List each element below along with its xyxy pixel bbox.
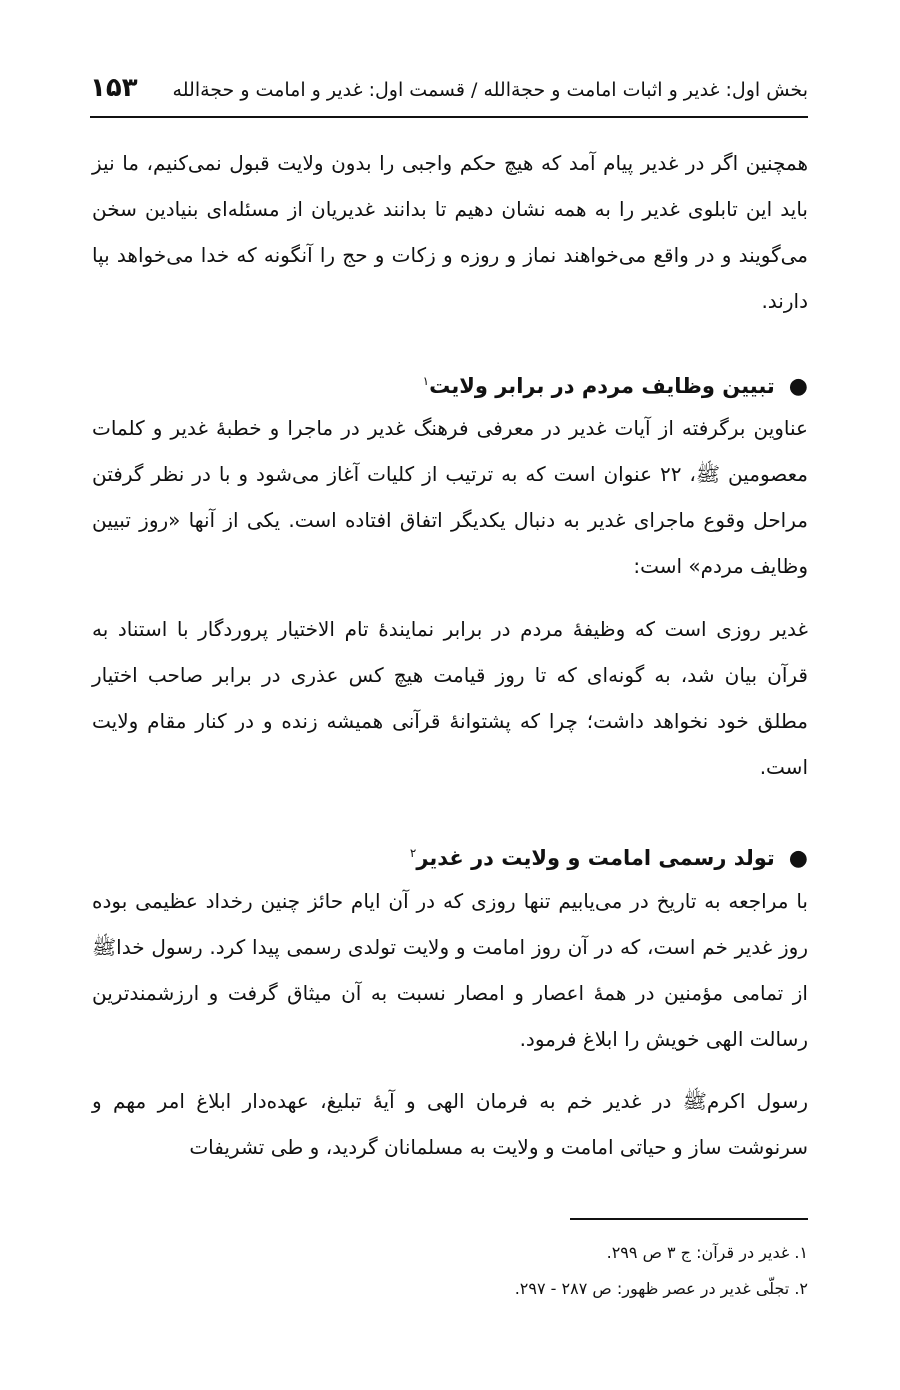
running-header bbox=[90, 72, 808, 112]
footnote-rule bbox=[570, 1218, 808, 1220]
page-number: ۱۵۳ bbox=[90, 73, 138, 103]
bullet-icon: ● bbox=[788, 846, 808, 871]
paragraph-4: با مراجعه به تاریخ در می‌یابیم تنها روزی که در آن ایام حائز چنین رخداد عظیمی بوده روز غدیر خم است، که در آن روز امامت و ولایت تولدی رسمی پیدا کرد. رسول خداﷺ از تمامی مؤمنین در همهٔ اعصار و امصار نسبت به آن میثاق گرفت و ارزشمندترین رسالت الهی خویش را ابلاغ فرمود. bbox=[92, 889, 808, 1051]
footnote-ref-1: ۱ bbox=[422, 374, 430, 388]
section-heading-2-text: تولد رسمی امامت و ولایت در غدیر bbox=[416, 846, 775, 870]
footnote-1: ۱. غدیر در قرآن: ج ۳ ص ۲۹۹. bbox=[606, 1243, 808, 1262]
header-rule bbox=[90, 116, 808, 118]
paragraph-1: همچنین اگر در غدیر پیام آمد که هیچ حکم واجبی را بدون ولایت قبول نمی‌کنیم، ما نیز باید این تابلوی غدیر را به همه نشان دهیم تا بدانند غدیریان از مسئله‌ای بنیادین سخن می‌گویند و در واقع می‌خواهند نماز و روزه و زکات و حج را آنگونه که خدا می‌خواهد بپا دارند. bbox=[92, 151, 808, 313]
footnote-2: ۲. تجلّی غدیر در عصر ظهور: ص ۲۸۷ - ۲۹۷. bbox=[514, 1279, 808, 1298]
paragraph-2: عناوین برگرفته از آیات غدیر در معرفی فرهنگ غدیر در ماجرا و خطبهٔ غدیر و کلمات معصومین ﷺ، ۲۲ عنوان است که به ترتیب از کلیات آغاز می‌شود و با در نظر گرفتن مراحل وقوع ماجرای غدیر به دنبال یکدیگر اتفاق افتاده است. یکی از آنها «روز تبیین وظایف مردم» است: bbox=[92, 416, 809, 578]
section-heading-2 bbox=[410, 836, 808, 876]
section-heading-1-text: تبیین وظایف مردم در برابر ولایت bbox=[429, 374, 775, 398]
paragraph-5: رسول اکرمﷺ در غدیر خم به فرمان الهی و آیهٔ تبلیغ، عهده‌دار ابلاغ امر مهم و سرنوشت ساز و حیاتی امامت و ولایت به مسلمانان گردید، و طی تشریفات bbox=[92, 1089, 808, 1159]
footnote-ref-2: ۲ bbox=[409, 846, 417, 860]
paragraph-3: غدیر روزی است که وظیفهٔ مردم در برابر نمایندهٔ تام الاختیار پروردگار با استناد به قرآن بیان شد، به گونه‌ای که تا روز قیامت هیچ کس عذری در برابر صاحب اختیار مطلق خود نخواهد داشت؛ چرا که پشتوانهٔ قرآنی همیشه زنده و در کنار مقام ولایت است. bbox=[92, 617, 808, 779]
bullet-icon: ● bbox=[788, 374, 808, 399]
header-title: بخش اول: غدیر و اثبات امامت و حجةالله / قسمت اول: غدیر و امامت و حجةالله bbox=[172, 79, 808, 101]
section-heading-1 bbox=[423, 364, 808, 404]
